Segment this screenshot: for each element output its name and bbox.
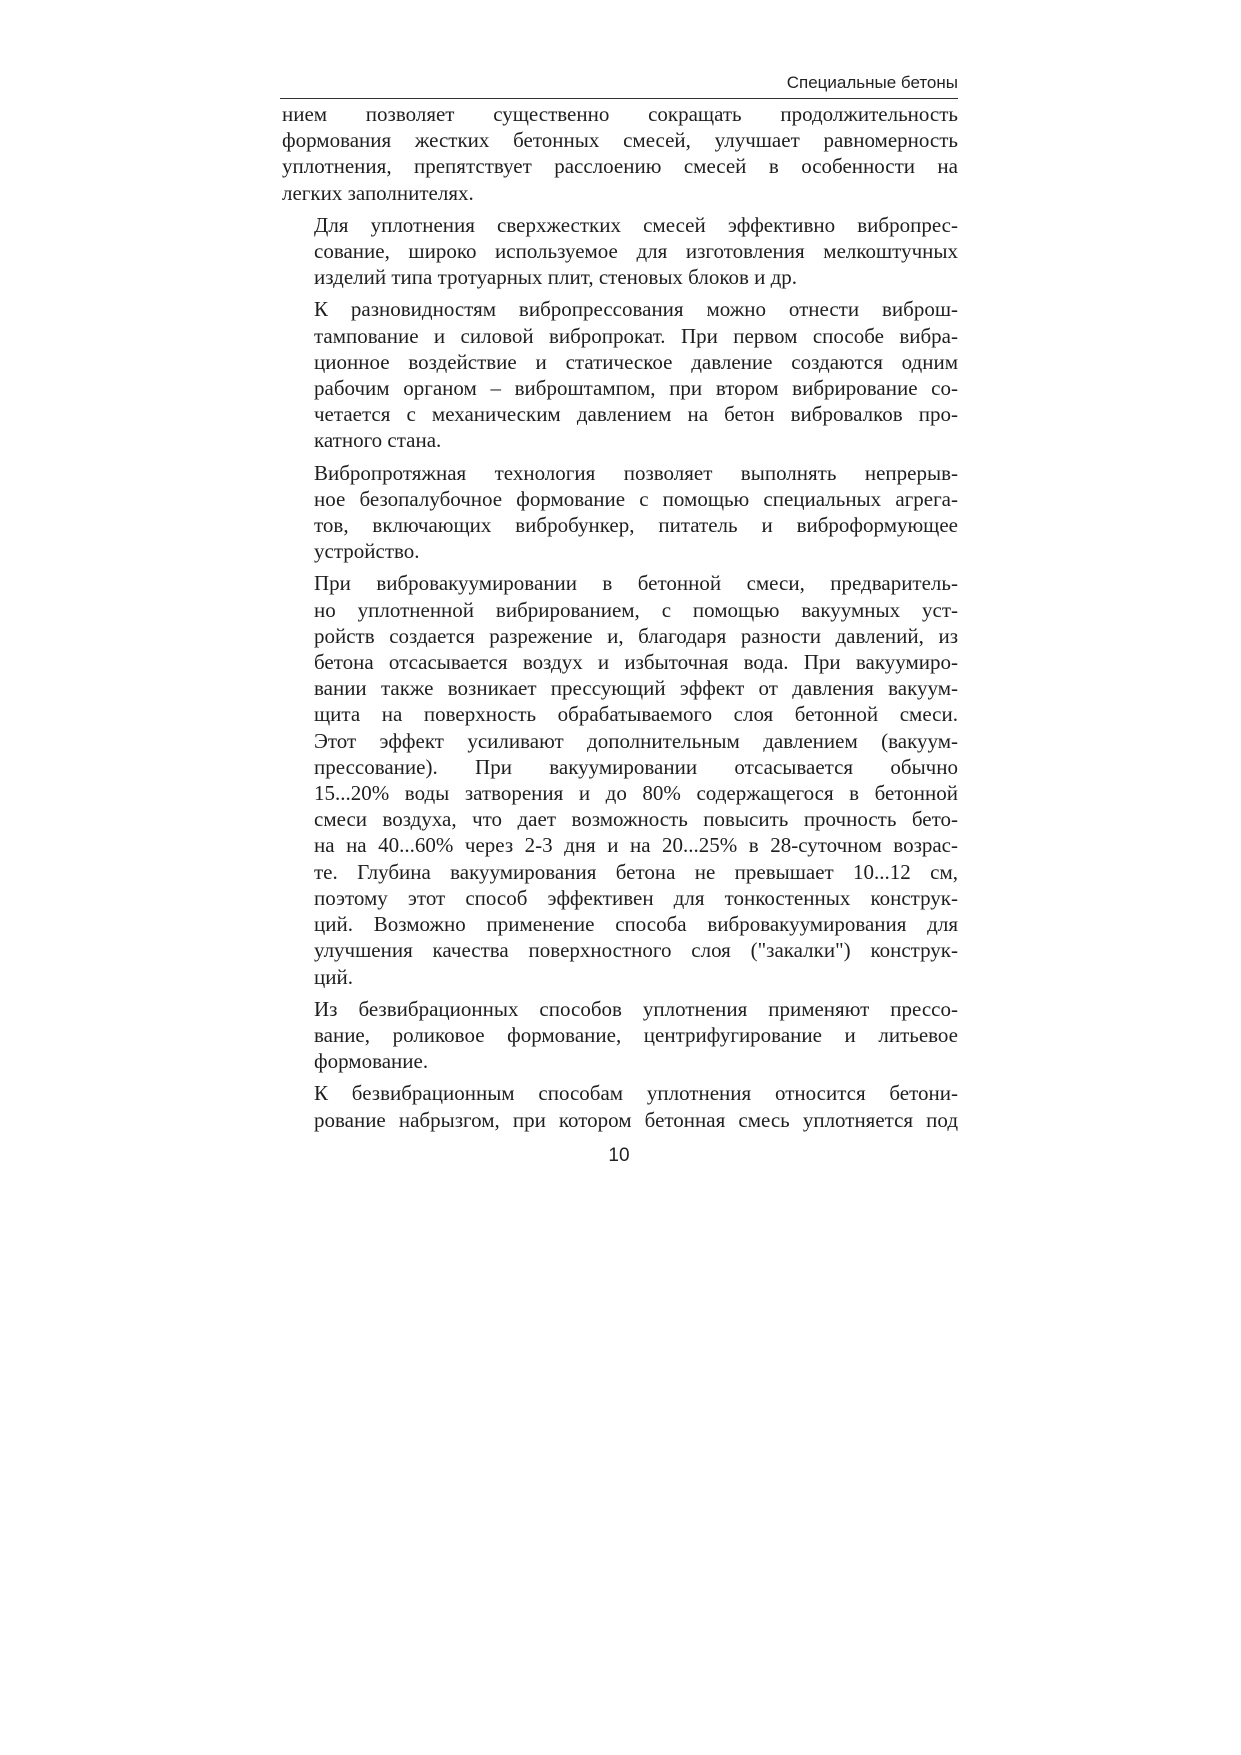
text-line: 15...20% воды затворения и до 80% содержащегося в бетонной [314,781,958,806]
text-line: устройство. [314,539,420,564]
text-line: четается с механическим давлением на бетон вибровалков про- [314,402,958,427]
text-line: ное безопалубочное формование с помощью специальных агрега- [314,486,958,511]
text-line: ций. [314,964,353,989]
text-line: формование. [314,1049,429,1074]
text-line: вание, роликовое формование, центрифугирование и литьевое [314,1022,958,1047]
text-line: При вибровакуумировании в бетонной смеси, предваритель- [314,571,958,596]
paragraph-continuation [282,101,958,206]
text-line: тов, включающих вибробункер, питатель и виброформующее [314,513,958,538]
text-line: нием позволяет существенно сокращать продолжительность [282,102,958,126]
paragraph-vibropressing [282,212,958,291]
text-line: тампование и силовой вибропрокат. При первом способе вибра- [314,323,958,348]
text-line: ций. Возможно применение способа вибровакуумирования для [314,912,958,937]
paragraph-nonvibration [282,996,958,1075]
text-line: бетона отсасывается воздух и избыточная вода. При вакуумиро- [314,650,958,675]
text-line: вании также возникает прессующий эффект от давления вакуум- [314,676,958,701]
text-line: прессование). При вакуумировании отсасывается обычно [314,754,958,779]
body-text [282,101,958,1139]
text-line: те. Глубина вакуумирования бетона не превышает 10...12 см, [314,859,958,884]
text-line: улучшения качества поверхностного слоя ("закалки") конструк- [314,938,958,963]
text-line: ройств создается разрежение и, благодаря разности давлений, из [314,623,958,648]
text-line: Этот эффект усиливают дополнительным давлением (вакуум- [314,728,958,753]
text-line: Из безвибрационных способов уплотнения применяют прессо- [314,996,958,1021]
text-line: катного стана. [314,428,442,453]
text-line: рабочим органом – виброштампом, при втором вибрирование со- [314,376,958,401]
page-number: 10 [608,1145,630,1166]
text-line: К безвибрационным способам уплотнения относится бетони- [314,1081,958,1106]
text-line: сование, широко используемое для изготовления мелкоштучных [314,239,958,264]
paragraph-shotcrete [282,1080,958,1132]
text-line: Вибропротяжная технология позволяет выполнять непрерыв- [314,460,958,485]
paragraph-vibrovacuum [282,570,958,989]
text-line: К разновидностям вибропрессования можно отнести виброш- [314,297,958,322]
text-line: на на 40...60% через 2-3 дня и на 20...25% в 28-суточном возрас- [314,833,958,858]
text-line: легких заполнителях. [282,180,474,205]
paragraph-varieties [282,296,958,453]
text-line: поэтому этот способ эффективен для тонкостенных конструк- [314,885,958,910]
text-line: ционное воздействие и статическое давление создаются одним [314,349,958,374]
text-line: уплотнения, препятствует расслоению смесей в особенности на [282,154,958,179]
paragraph-vibrodrawing [282,460,958,565]
running-header: Специальные бетоны [786,73,958,92]
text-line: формования жестких бетонных смесей, улучшает равномерность [282,128,958,153]
text-line: но уплотненной вибрированием, с помощью вакуумных уст- [314,597,958,622]
text-line: Для уплотнения сверхжестких смесей эффективно вибропрес- [314,212,958,237]
text-line: изделий типа тротуарных плит, стеновых блоков и др. [314,265,798,290]
text-line: щита на поверхность обрабатываемого слоя бетонной смеси. [314,702,958,727]
text-line: рование набрызгом, при котором бетонная смесь уплотняется под [314,1107,958,1132]
text-line: смеси воздуха, что дает возможность повысить прочность бето- [314,807,958,832]
header-rule [280,98,958,99]
